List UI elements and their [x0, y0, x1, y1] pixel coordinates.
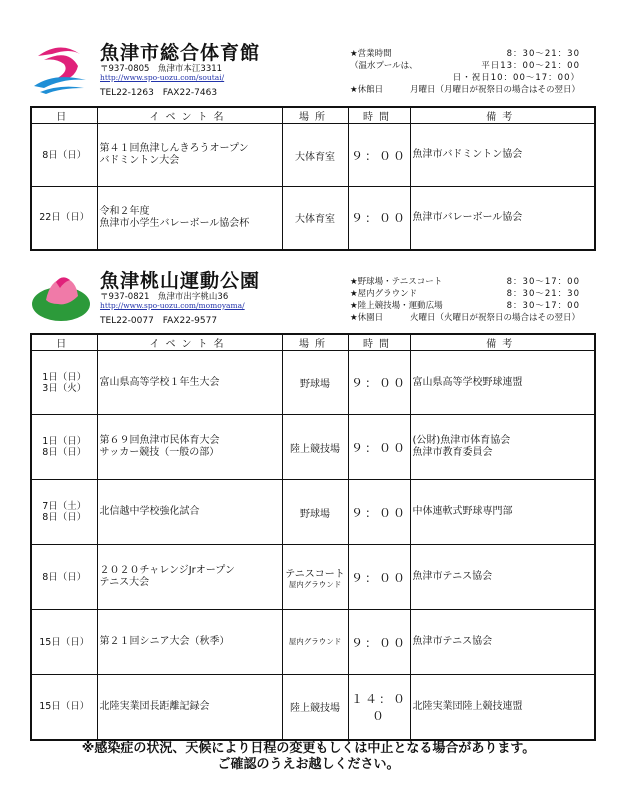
header-event: イベント名: [97, 107, 282, 124]
hours-label: ★屋内グラウンド: [350, 289, 418, 299]
tel-fax: TEL22-0077 FAX22-9577: [100, 316, 218, 326]
website-link[interactable]: http://www.spo-uozu.com/momoyama/: [100, 301, 245, 310]
event-date: 8日（日）: [31, 124, 97, 187]
event-date: 15日（日）: [31, 610, 97, 675]
opening-hours: [350, 47, 580, 95]
event-name: 第２１回シニア大会（秋季）: [97, 610, 282, 675]
event-place: [282, 124, 348, 187]
event-table-gym: [30, 106, 596, 251]
event-date: 8日（日）: [31, 545, 97, 610]
table-row: [31, 351, 595, 415]
hours-label: （温水プールは、: [350, 61, 418, 71]
event-time: ９：００: [348, 545, 410, 610]
header-date: 日: [31, 334, 97, 351]
event-date: 1日（日） 8日（日）: [31, 415, 97, 480]
event-note: 魚津市テニス協会: [410, 610, 595, 675]
postal-address: 〒937-0821 魚津市出字桃山36: [100, 292, 229, 302]
hours-value: 月曜日（月曜日が祝祭日の場合はその翌日）: [409, 85, 580, 95]
event-date: 7日（土） 8日（日）: [31, 480, 97, 545]
hours-value: 日・祝日10：00～17：00）: [452, 73, 580, 83]
event-note: 中体連軟式野球専門部: [410, 480, 595, 545]
place-main: テニスコート: [285, 568, 345, 580]
event-time: ９：００: [348, 187, 410, 250]
table-row: [31, 415, 595, 480]
place-main: 野球場: [300, 508, 330, 520]
header-note: 備考: [410, 334, 595, 351]
table-row: [31, 545, 595, 610]
place-main: 大体育室: [295, 151, 335, 163]
table-row: [31, 480, 595, 545]
place-main: 陸上競技場: [290, 443, 340, 455]
table-row: [31, 610, 595, 675]
hours-value: 8：30～17：00: [506, 301, 580, 311]
event-place: [282, 610, 348, 675]
event-note: 魚津市バドミントン協会: [410, 124, 595, 187]
header-time: 時間: [348, 334, 410, 351]
hours-label: ★陸上競技場・運動広場: [350, 301, 443, 311]
event-time: ９：００: [348, 415, 410, 480]
postal-address: 〒937-0805 魚津市本江3311: [100, 64, 223, 74]
event-name: 北陸実業団長距離記録会: [97, 675, 282, 740]
event-table-park: [30, 333, 596, 741]
event-place: [282, 351, 348, 415]
event-place: [282, 187, 348, 250]
event-date: 22日（日）: [31, 187, 97, 250]
event-note: 魚津市テニス協会: [410, 545, 595, 610]
hours-value: 8：30～17：00: [506, 277, 580, 287]
place-sub: 屋内グラウンド: [288, 637, 342, 646]
event-name: 北信越中学校強化試合: [97, 480, 282, 545]
event-note: 魚津市バレーボール協会: [410, 187, 595, 250]
header-place: 場所: [282, 334, 348, 351]
hours-value: 8：30～21：30: [506, 49, 580, 59]
event-time: ９：００: [348, 351, 410, 415]
event-note: 北陸実業団陸上競技連盟: [410, 675, 595, 740]
hours-label: ★休園日: [350, 313, 384, 323]
header-place: 場所: [282, 107, 348, 124]
hours-label: ★野球場・テニスコート: [350, 277, 443, 287]
header-date: 日: [31, 107, 97, 124]
tel-fax: TEL22-1263 FAX22-7463: [100, 88, 218, 98]
hours-label: ★営業時間: [350, 49, 392, 59]
event-name: 令和２年度 魚津市小学生バレーボール協会杯: [97, 187, 282, 250]
event-place: [282, 415, 348, 480]
hours-label: ★休館日: [350, 85, 384, 95]
footer-notice-2: ご確認のうえお越しください。: [217, 757, 400, 772]
website-link[interactable]: http://www.spo-uozu.com/soutai/: [100, 73, 225, 82]
event-time: ９：００: [348, 610, 410, 675]
city-logo-icon: [30, 42, 92, 96]
facility-title: 魚津桃山運動公園: [100, 270, 261, 292]
table-row: [31, 675, 595, 740]
event-place: [282, 675, 348, 740]
footer-notice: ※感染症の状況、天候により日程の変更もしくは中止となる場合があります。: [81, 741, 536, 756]
event-note: 富山県高等学校野球連盟: [410, 351, 595, 415]
event-place: [282, 480, 348, 545]
place-main: 陸上競技場: [290, 703, 340, 715]
event-date: 15日（日）: [31, 675, 97, 740]
place-main: 大体育室: [295, 214, 335, 226]
event-time: １４：００: [348, 675, 410, 740]
event-date: 1日（日） 3日（火）: [31, 351, 97, 415]
header-event: イベント名: [97, 334, 282, 351]
event-name: 第４１回魚津しんきろうオープン バドミントン大会: [97, 124, 282, 187]
event-time: ９：００: [348, 480, 410, 545]
event-place: [282, 545, 348, 610]
opening-hours: [350, 275, 580, 323]
event-name: 第６９回魚津市民体育大会 サッカー競技（一般の部）: [97, 415, 282, 480]
event-name: ２０２０チャレンジJrオープン テニス大会: [97, 545, 282, 610]
hours-value: 8：30～21：30: [506, 289, 580, 299]
header-note: 備考: [410, 107, 595, 124]
event-note: (公財)魚津市体育協会 魚津市教育委員会: [410, 415, 595, 480]
header-time: 時間: [348, 107, 410, 124]
event-time: ９：００: [348, 124, 410, 187]
hours-value: 平日13：00～21：00: [481, 61, 580, 71]
hours-value: 火曜日（火曜日が祝祭日の場合はその翌日）: [409, 313, 580, 323]
facility-title: 魚津市総合体育館: [100, 42, 261, 64]
park-logo-icon: [30, 270, 92, 324]
table-row: [31, 187, 595, 250]
event-name: 富山県高等学校１年生大会: [97, 351, 282, 415]
table-row: [31, 124, 595, 187]
place-sub: 屋内グラウンド: [288, 579, 342, 589]
place-main: 野球場: [300, 379, 330, 390]
